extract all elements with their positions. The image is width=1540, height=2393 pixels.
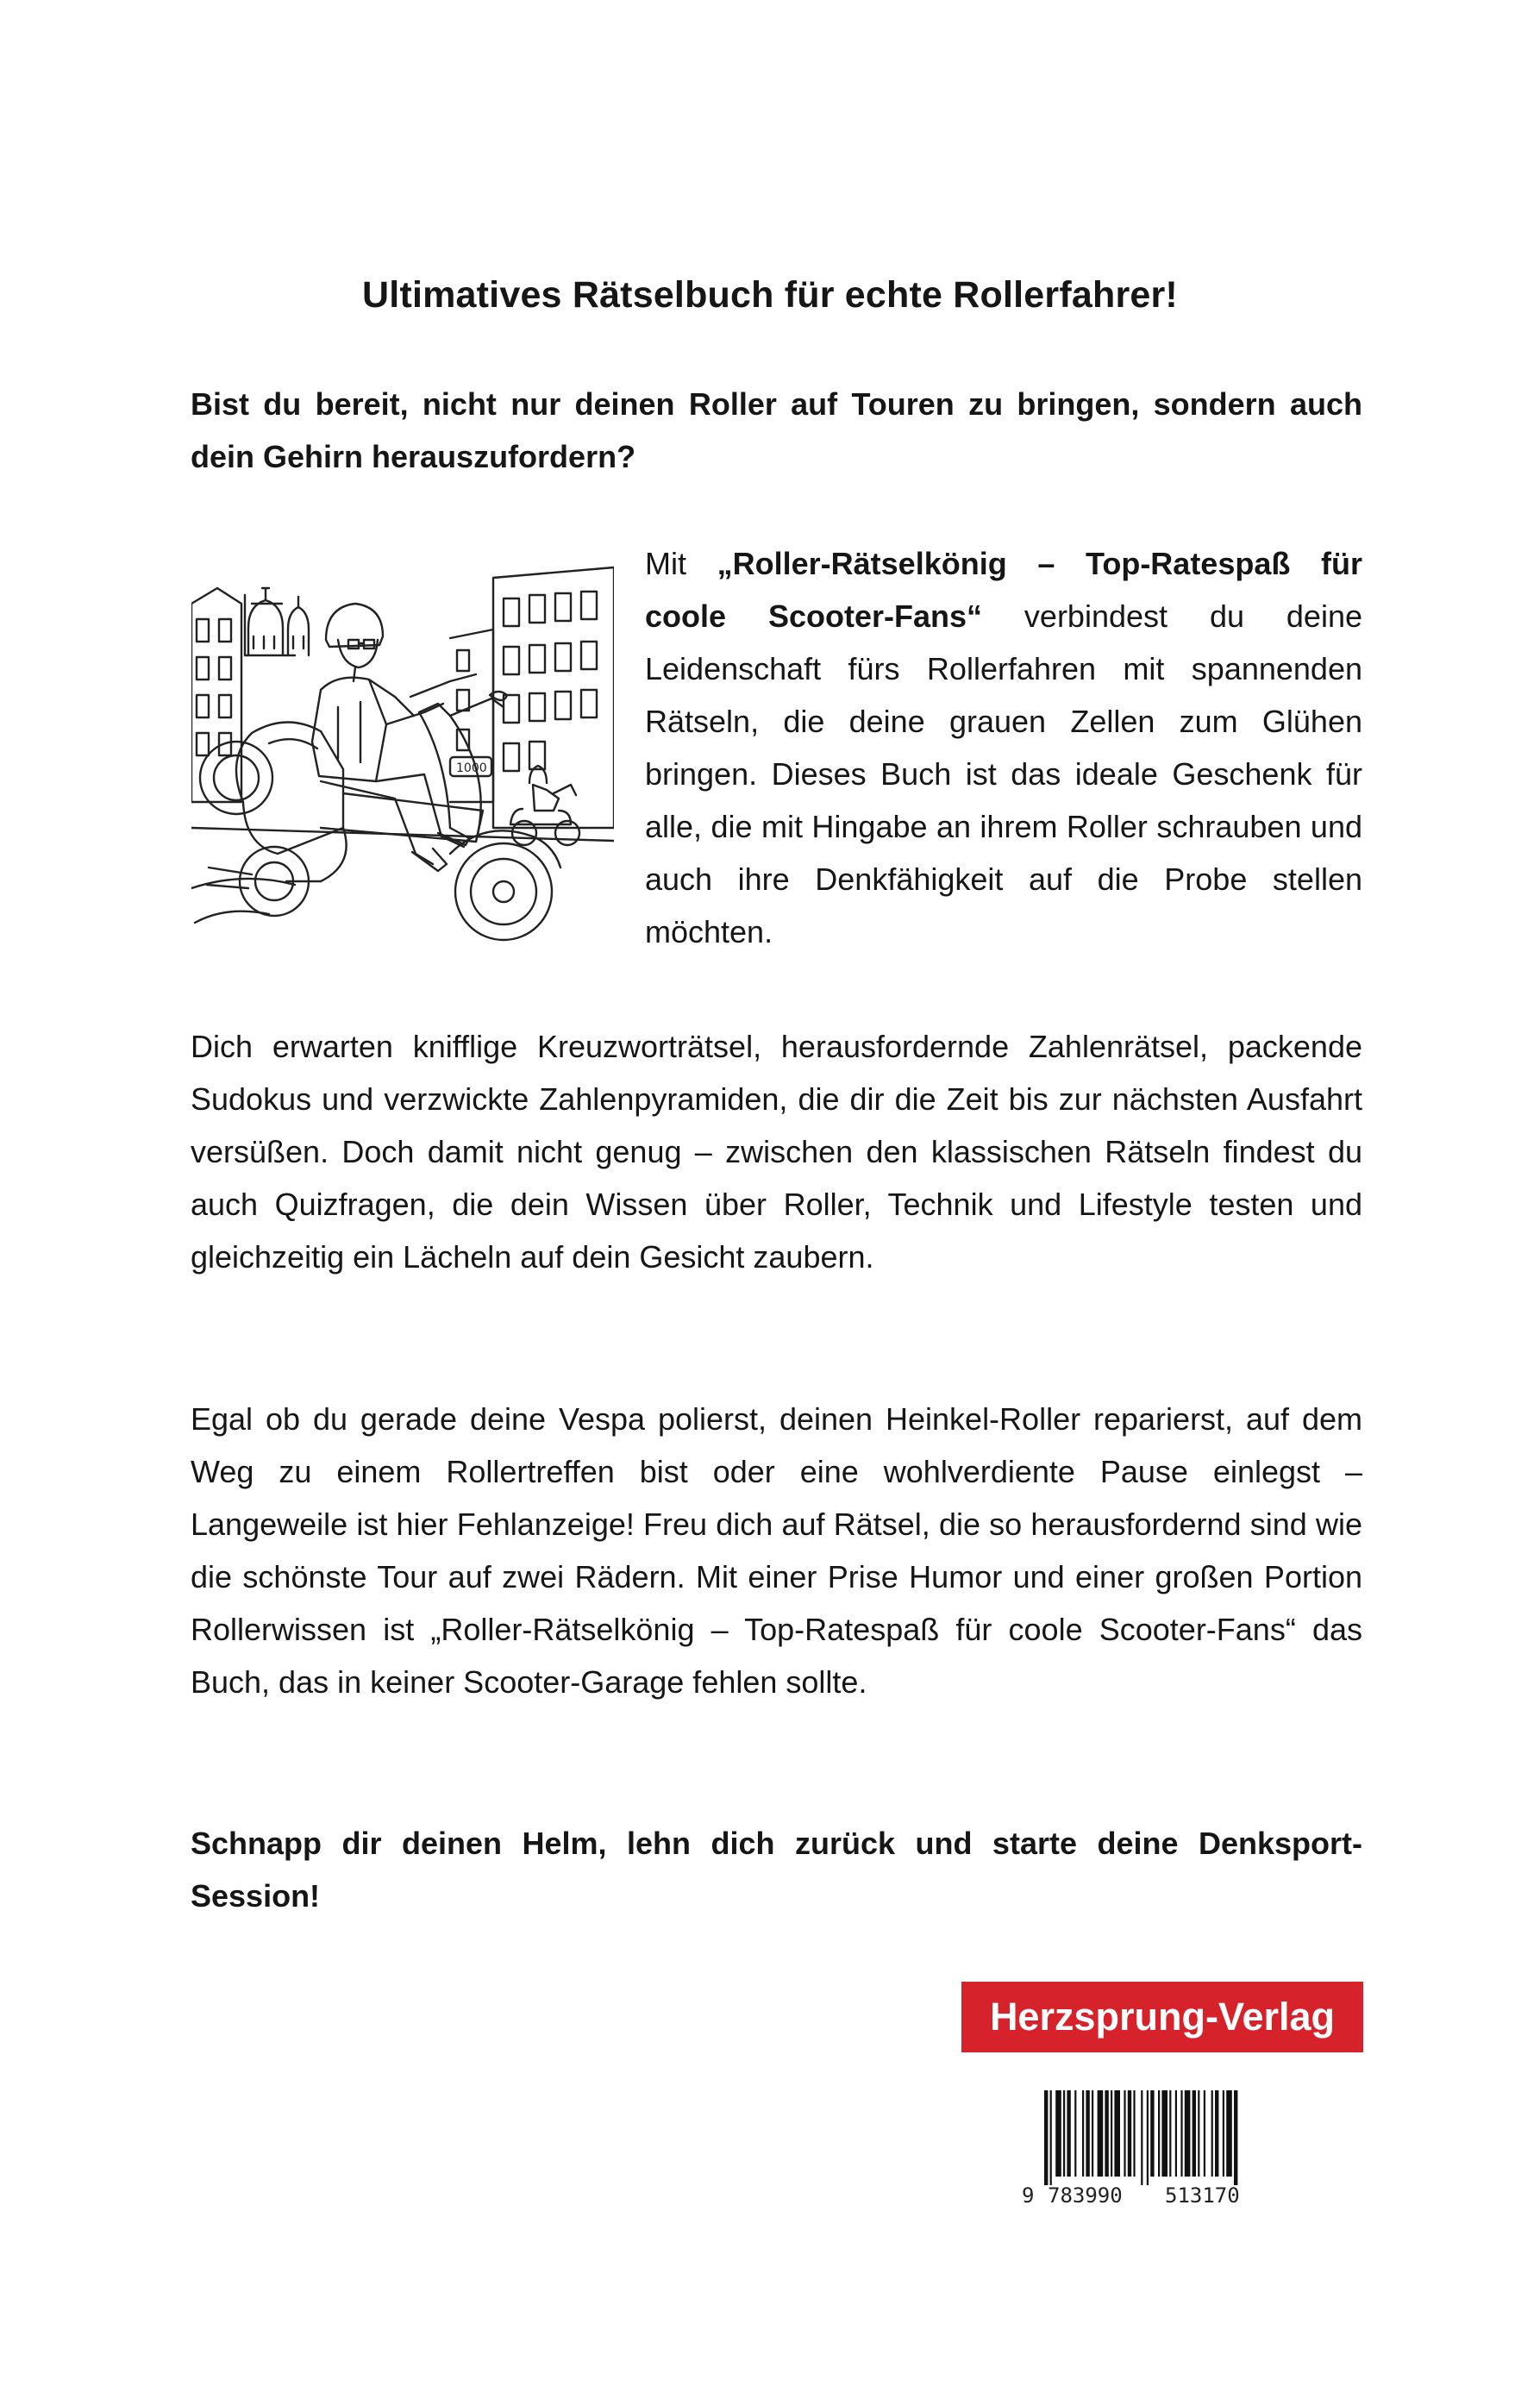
intro-question: Bist du bereit, nicht nur deinen Roller auf Touren zu bringen, sondern auch dein Gehirn herauszufordern? <box>191 386 1362 474</box>
barcode-bar <box>1169 2090 1171 2177</box>
barcode-bar <box>1198 2090 1199 2177</box>
barcode-bar <box>1063 2090 1065 2177</box>
scooter-rider-illustration <box>191 543 614 955</box>
barcode-bar <box>1226 2090 1232 2177</box>
barcode-bar <box>1211 2090 1213 2177</box>
barcode-bar <box>1215 2090 1218 2177</box>
call-to-action: Schnapp dir deinen Helm, lehn dich zurück und starte deine Denksport-Session! <box>191 1826 1362 1914</box>
svg-text:1000: 1000 <box>456 761 487 775</box>
barcode-bar <box>1234 2090 1237 2185</box>
isbn-barcode <box>1022 2090 1279 2211</box>
isbn-left-group: 783990 <box>1048 2183 1123 2208</box>
barcode-bar <box>1074 2090 1076 2177</box>
barcode-bar <box>1105 2090 1108 2177</box>
cover-title: Ultimatives Rätselbuch für echte Rollerfahrer! <box>362 274 1178 316</box>
barcode-bar <box>1141 2090 1142 2185</box>
barcode-bar <box>1044 2090 1048 2185</box>
barcode-bar <box>1067 2090 1070 2177</box>
barcode-bar <box>1175 2090 1177 2177</box>
barcode-bar <box>1128 2090 1131 2177</box>
barcode-bar <box>1223 2090 1224 2177</box>
paragraph-occasions: Egal ob du gerade deine Vespa polierst, deinen Heinkel-Roller reparierst, auf dem Weg zu einem Rollertreffen bist oder eine wohlverdiente Pause einlegst – Langeweile ist hier Fehlanzeige! Freu dich auf Rätsel, die so herausfordernd sind wie die schönste Tour auf zwei Rädern. Mit einer Prise Humor und einer großen Portion Rollerwissen ist „Roller-Rätselkönig – Top-Ratespaß für coole Scooter-Fans“ das Buch, das in keiner Scooter-Garage fehlen sollte. <box>191 1401 1362 1700</box>
barcode-bar <box>1055 2090 1061 2177</box>
barcode-bar <box>1050 2090 1052 2185</box>
barcode-bar <box>1185 2090 1191 2177</box>
isbn-first-digit: 9 <box>1022 2183 1035 2208</box>
barcode-bar <box>1158 2090 1160 2177</box>
barcode-bar <box>1082 2090 1084 2177</box>
barcode-bar <box>1193 2090 1196 2177</box>
book-title-inline: „Roller-Rätselkönig – Top-Ratespaß für coole Scooter-Fans“ <box>645 546 1362 634</box>
barcode-bar <box>1150 2090 1154 2177</box>
paragraph-puzzles: Dich erwarten knifflige Kreuzworträtsel, herausfordernde Zahlenrätsel, packende Sudokus und verzwickte Zahlenpyramiden, die dir die Zeit bis zur nächsten Ausfahrt versüßen. Doch damit nicht genug – zwischen den klassischen Rätseln findest du auch Quizfragen, die dein Wissen über Roller, Technik und Lifestyle testen und gleichzeitig ein Lächeln auf dein Gesicht zaubern. <box>191 1029 1362 1275</box>
publisher-logo: Herzsprung-Verlag <box>961 1982 1363 2052</box>
barcode-bar <box>1161 2090 1168 2177</box>
barcode-bar <box>1111 2090 1112 2177</box>
barcode-bar <box>1092 2090 1093 2177</box>
barcode-bars <box>1022 2090 1279 2185</box>
barcode-bar <box>1086 2090 1089 2177</box>
barcode-bar <box>1133 2090 1135 2177</box>
paragraph-book-intro <box>645 537 1362 958</box>
barcode-bar <box>1147 2090 1149 2185</box>
barcode-bar <box>1114 2090 1120 2177</box>
p1-rest: verbindest du deine Leidenschaft fürs Rollerfahren mit spannenden Rätseln, die deine grauen Zellen zum Glühen bringen. Dieses Buch ist das ideale Geschenk für alle, die mit Hingabe an ihrem Roller schrauben und auch ihre Denkfähigkeit auf die Probe stellen möchten. <box>645 598 1362 949</box>
barcode-bar <box>1124 2090 1125 2177</box>
barcode-bar <box>1204 2090 1205 2177</box>
isbn-number <box>1022 2183 1279 2209</box>
isbn-right-group: 513170 <box>1165 2183 1240 2208</box>
barcode-bar <box>1180 2090 1182 2177</box>
barcode-bar <box>1098 2090 1104 2177</box>
p1-prefix: Mit <box>645 546 717 581</box>
